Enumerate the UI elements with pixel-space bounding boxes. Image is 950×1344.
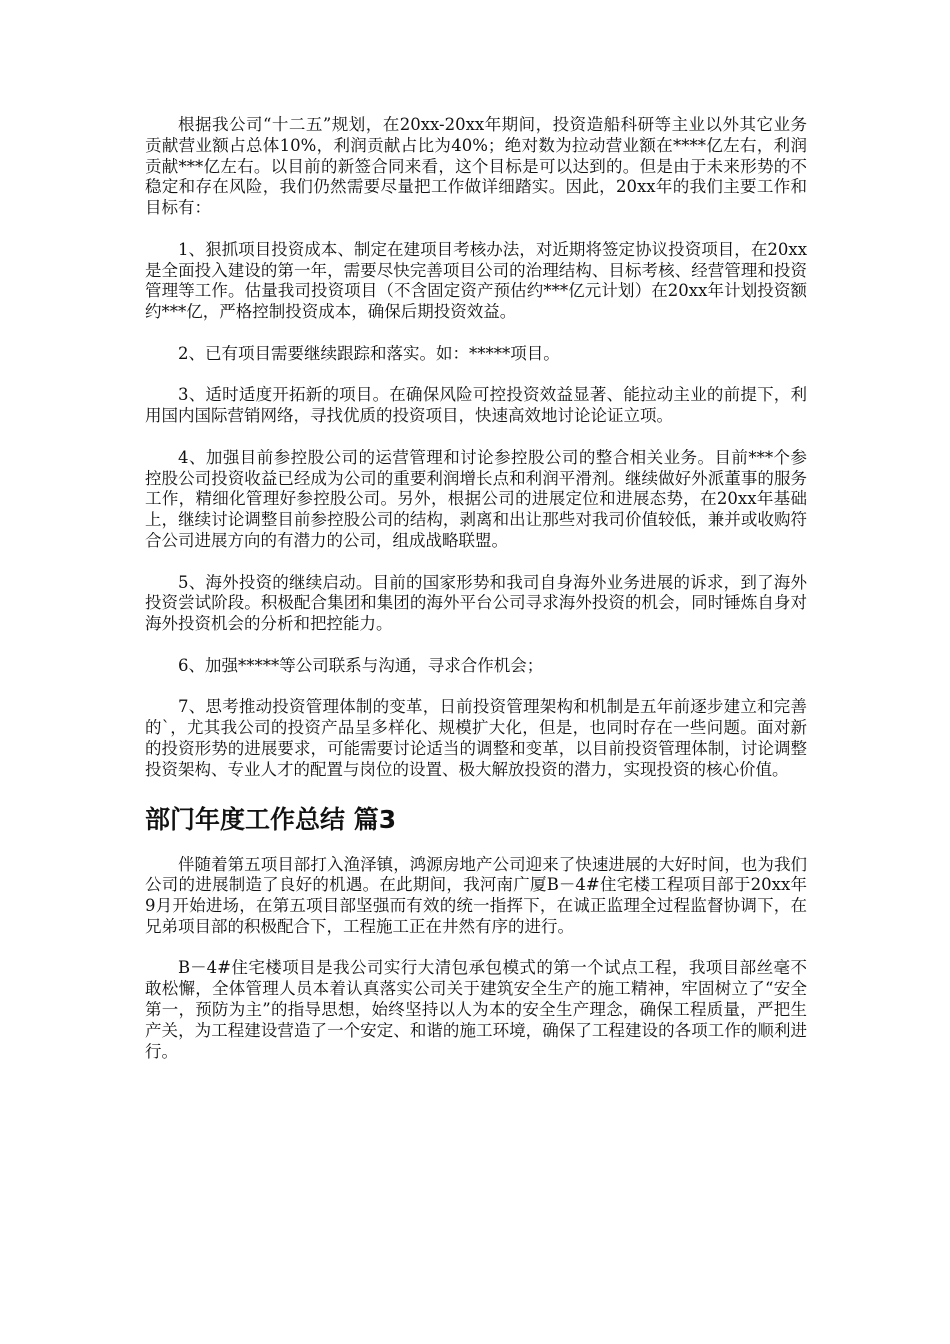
goal-item-6: 6、加强*****等公司联系与沟通，寻求合作机会； bbox=[178, 655, 544, 675]
goal-item-4: 4、加强目前参控股公司的运营管理和讨论参控股公司的整合相关业务。目前***个参控股公司投资收益已经成为公司的重要利润增长点和利润平滑剂。继续做好外派董事的服务工作，精细化管理好参控股公司。另外，根据公司的进展定位和进展态势，在20xx年基础上，继续讨论调整目前参控股公司的结构，剥离和出让那些对我司价值较低，兼并或收购符合公司进展方向的有潜力的公司，组成战略联盟。 bbox=[145, 447, 807, 550]
intro-paragraph: 根据我公司“十二五”规划，在20xx-20xx年期间，投资造船科研等主业以外其它业务贡献营业额占总体10%，利润贡献占比为40%；绝对数为拉动营业额在****亿左右，利润贡献***亿左右。以目前的新签合同来看，这个目标是可以达到的。但是由于未来形势的不稳定和存在风险，我们仍然需要尽量把工作做详细踏实。因此，20xx年的我们主要工作和目标有： bbox=[145, 115, 807, 218]
goal-item-7: 7、思考推动投资管理体制的变革，日前投资管理架构和机制是五年前逐步建立和完善的`，尤其我公司的投资产品呈多样化、规模扩大化，但是，也同时存在一些问题。面对新的投资形势的进展要求，可能需要讨论适当的调整和变革，以目前投资管理体制，讨论调整投资架构、专业人才的配置与岗位的设置、极大解放投资的潜力，实现投资的核心价值。 bbox=[145, 697, 807, 779]
document-page bbox=[145, 115, 807, 1083]
section-paragraph-1: 伴随着第五项目部打入渔泽镇，鸿源房地产公司迎来了快速进展的大好时间，也为我们公司的进展制造了良好的机遇。在此期间，我河南广厦B－4#住宅楼工程项目部于20xx年9月开始进场，在第五项目部坚强而有效的统一指挥下，在诚正监理全过程监督协调下，在兄弟项目部的积极配合下，工程施工正在井然有序的进行。 bbox=[145, 854, 807, 936]
goal-item-2: 2、已有项目需要继续跟踪和落实。如：*****项目。 bbox=[178, 343, 560, 363]
section-heading: 部门年度工作总结 篇3 bbox=[145, 804, 397, 834]
section-paragraph-2: B－4#住宅楼项目是我公司实行大清包承包模式的第一个试点工程，我项目部丝毫不敢松懈，全体管理人员本着认真落实公司关于建筑安全生产的施工精神，牢固树立了“安全第一，预防为主”的指导思想，始终坚持以人为本的安全生产理念，确保工程质量，严把生产关，为工程建设营造了一个安定、和谐的施工环境，确保了工程建设的各项工作的顺利进行。 bbox=[145, 958, 807, 1061]
goal-item-1: 1、狠抓项目投资成本、制定在建项目考核办法，对近期将签定协议投资项目，在20xx是全面投入建设的第一年，需要尽快完善项目公司的治理结构、目标考核、经营管理和投资管理等工作。估量我司投资项目（不含固定资产预估约***亿元计划）在20xx年计划投资额约***亿，严格控制投资成本，确保后期投资效益。 bbox=[145, 239, 807, 322]
goal-item-3: 3、适时适度开拓新的项目。在确保风险可控投资效益显著、能拉动主业的前提下，利用国内国际营销网络，寻找优质的投资项目，快速高效地讨论论证立项。 bbox=[145, 385, 807, 426]
goal-item-5: 5、海外投资的继续启动。目前的国家形势和我司自身海外业务进展的诉求，到了海外投资尝试阶段。积极配合集团和集团的海外平台公司寻求海外投资的机会，同时锤炼自身对海外投资机会的分析和把控能力。 bbox=[145, 572, 807, 634]
